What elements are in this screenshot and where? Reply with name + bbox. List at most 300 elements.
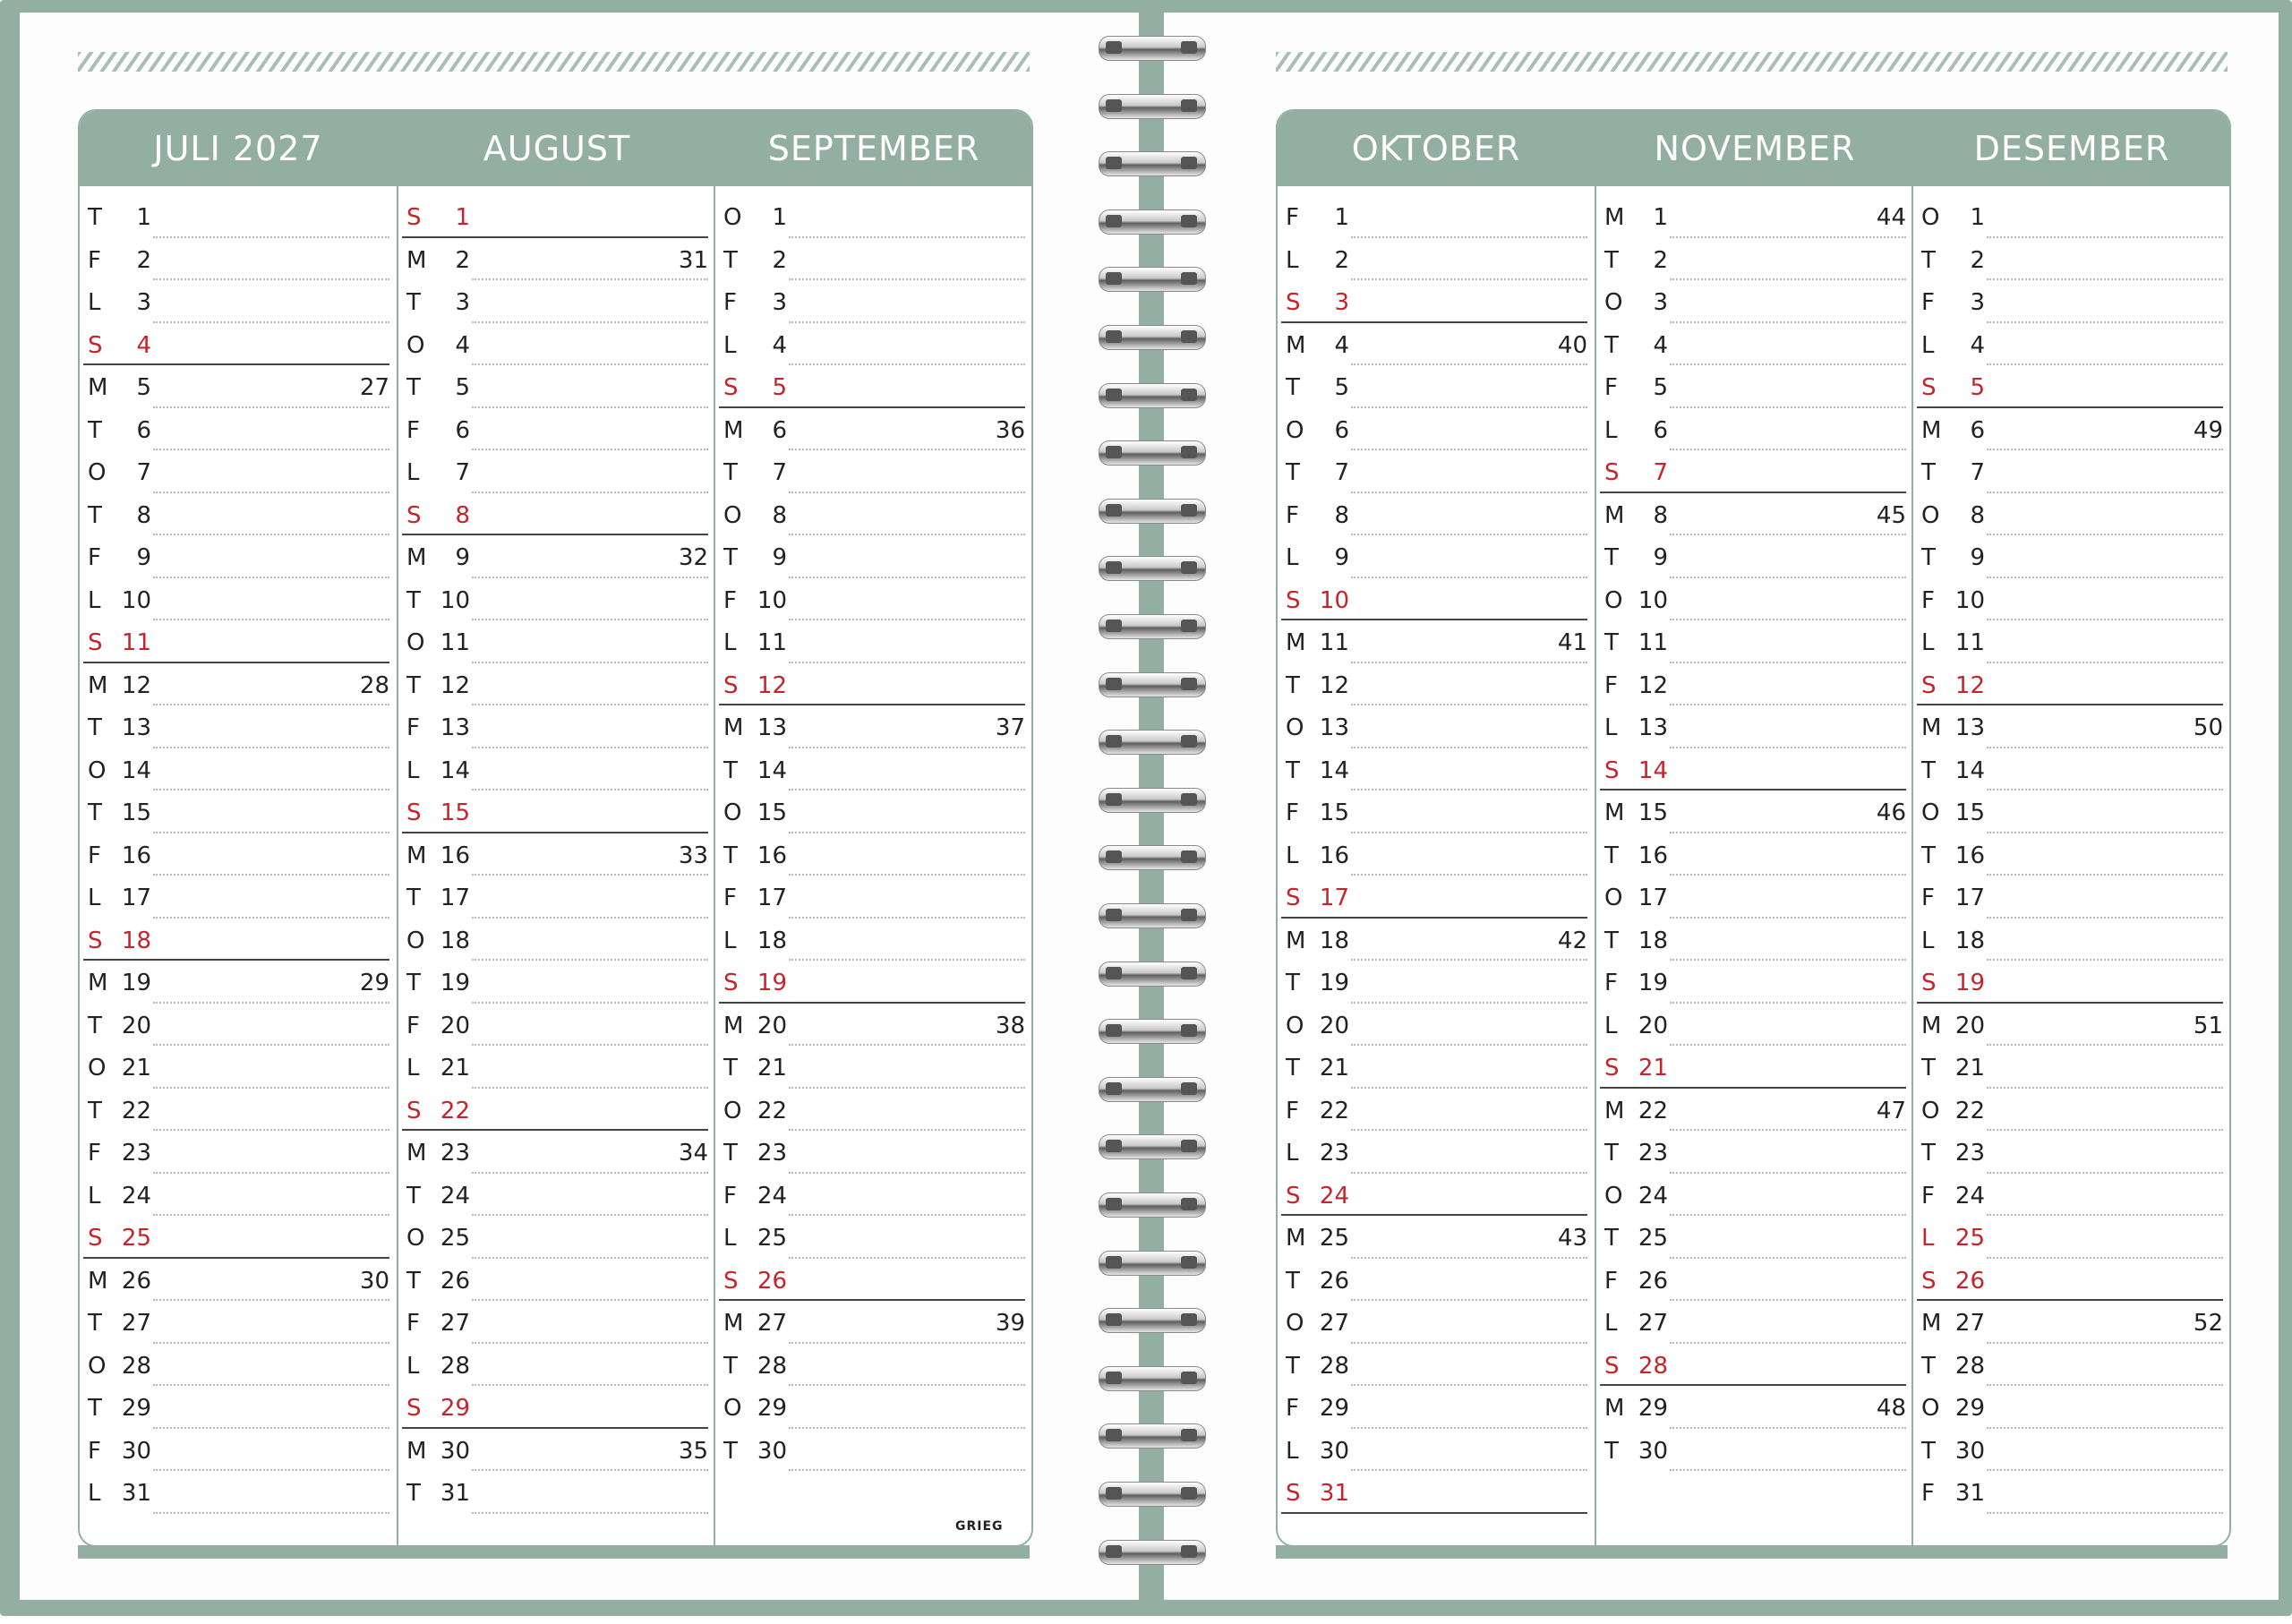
day-row[interactable] (1278, 1301, 1595, 1344)
day-row[interactable] (715, 1174, 1032, 1217)
weekday-letter: S (1286, 885, 1301, 911)
day-row[interactable] (1913, 663, 2230, 706)
day-row[interactable] (398, 323, 715, 366)
weekday-letter: T (1286, 970, 1300, 996)
weekday-letter: F (723, 1182, 737, 1209)
ring-hole (1106, 1545, 1122, 1558)
day-number: 15 (121, 799, 151, 826)
ring-hole (1106, 561, 1122, 574)
day-row[interactable] (1596, 833, 1913, 876)
binding-ring (1099, 1423, 1204, 1447)
day-row[interactable] (715, 1046, 1032, 1089)
day-row[interactable] (80, 1046, 397, 1089)
day-row[interactable] (1913, 1301, 2230, 1344)
day-row[interactable] (1278, 705, 1595, 748)
day-row[interactable] (1596, 748, 1913, 791)
day-row[interactable] (715, 919, 1032, 962)
day-row[interactable] (715, 1301, 1032, 1344)
day-row[interactable] (1596, 705, 1913, 748)
day-number: 3 (1334, 289, 1349, 316)
day-row[interactable] (398, 365, 715, 408)
day-number: 9 (1334, 544, 1349, 571)
day-row[interactable] (398, 1004, 715, 1047)
day-row[interactable] (1596, 663, 1913, 706)
day-row[interactable] (1278, 1344, 1595, 1387)
ring-hole (1106, 99, 1122, 112)
day-row[interactable] (1913, 833, 2230, 876)
day-number: 27 (1319, 1310, 1349, 1337)
day-number: 16 (121, 842, 151, 869)
day-row[interactable] (80, 1131, 397, 1174)
day-number: 24 (1638, 1182, 1668, 1209)
day-row[interactable] (1596, 1301, 1913, 1344)
weekday-letter: M (1604, 204, 1625, 231)
day-row[interactable] (80, 876, 397, 919)
day-number: 10 (440, 586, 470, 614)
day-row[interactable] (80, 663, 397, 706)
day-row[interactable] (80, 1089, 397, 1132)
day-number: 20 (440, 1012, 470, 1039)
day-row[interactable] (80, 450, 397, 493)
day-row[interactable] (1596, 1386, 1913, 1429)
day-row[interactable] (398, 833, 715, 876)
day-number: 25 (1638, 1225, 1668, 1252)
day-number: 11 (1638, 629, 1668, 656)
day-row[interactable] (1913, 195, 2230, 238)
day-row[interactable] (1278, 1131, 1595, 1174)
day-number: 21 (1638, 1055, 1668, 1081)
day-number: 5 (1970, 374, 1985, 401)
day-row[interactable] (1278, 620, 1595, 663)
day-number: 7 (455, 459, 470, 486)
day-row[interactable] (715, 620, 1032, 663)
day-row[interactable] (80, 238, 397, 281)
day-number: 27 (1638, 1310, 1668, 1337)
day-row[interactable] (1278, 833, 1595, 876)
day-number: 25 (121, 1225, 151, 1252)
day-row[interactable] (715, 238, 1032, 281)
day-row[interactable] (80, 919, 397, 962)
day-row[interactable] (1596, 1259, 1913, 1302)
day-row[interactable] (715, 365, 1032, 408)
binding-ring (1099, 672, 1204, 696)
day-row[interactable] (1596, 195, 1913, 238)
day-row[interactable] (1596, 238, 1913, 281)
day-row[interactable] (398, 961, 715, 1004)
weekday-letter: S (406, 1395, 422, 1422)
weekday-letter: O (1921, 204, 1940, 231)
ring-hole (1106, 967, 1122, 979)
day-row[interactable] (1913, 1089, 2230, 1132)
day-row[interactable] (80, 1471, 397, 1514)
day-row[interactable] (1913, 620, 2230, 663)
ring-hole (1106, 330, 1122, 343)
day-row[interactable] (1913, 450, 2230, 493)
weekday-letter: L (88, 1182, 101, 1209)
day-number: 15 (1954, 799, 1985, 826)
day-row[interactable] (1913, 876, 2230, 919)
day-row[interactable] (1596, 919, 1913, 962)
ring-hole (1106, 850, 1122, 863)
day-number: 19 (1638, 970, 1668, 996)
day-row[interactable] (1278, 578, 1595, 621)
day-row[interactable] (715, 1429, 1032, 1472)
day-row[interactable] (715, 663, 1032, 706)
day-row[interactable] (80, 365, 397, 408)
day-number: 2 (1334, 246, 1349, 274)
day-row[interactable] (80, 280, 397, 323)
day-number: 27 (757, 1310, 787, 1337)
day-row[interactable] (398, 1174, 715, 1217)
week-number: 33 (678, 842, 708, 869)
day-row[interactable] (1596, 1216, 1913, 1259)
day-row[interactable] (715, 1344, 1032, 1387)
day-row[interactable] (715, 961, 1032, 1004)
day-row[interactable] (80, 833, 397, 876)
day-row[interactable] (1278, 1429, 1595, 1472)
day-row[interactable] (1278, 1174, 1595, 1217)
day-row[interactable] (80, 323, 397, 366)
day-row[interactable] (80, 1429, 397, 1472)
day-row[interactable] (1913, 1216, 2230, 1259)
month-column (397, 111, 715, 1545)
day-row[interactable] (80, 1386, 397, 1429)
day-row[interactable] (715, 323, 1032, 366)
day-number: 22 (1638, 1097, 1668, 1124)
day-number: 29 (121, 1395, 151, 1422)
day-number: 28 (757, 1352, 787, 1380)
day-row[interactable] (715, 876, 1032, 919)
weekday-letter: O (1604, 289, 1623, 316)
weekday-letter: F (1921, 586, 1935, 614)
day-row[interactable] (715, 1089, 1032, 1132)
day-row[interactable] (80, 1174, 397, 1217)
day-number: 19 (440, 970, 470, 996)
month-header: OKTOBER (1278, 111, 1595, 186)
day-row[interactable] (1596, 408, 1913, 451)
day-row[interactable] (715, 705, 1032, 748)
day-number: 11 (757, 629, 787, 656)
day-row[interactable] (1913, 1174, 2230, 1217)
weekday-letter: T (1286, 671, 1300, 699)
day-row[interactable] (1596, 1174, 1913, 1217)
day-number: 19 (1319, 970, 1349, 996)
day-number: 5 (1334, 374, 1349, 401)
day-row[interactable] (80, 195, 397, 238)
day-row[interactable] (398, 238, 715, 281)
weekday-letter: T (723, 246, 738, 274)
day-row[interactable] (1913, 705, 2230, 748)
day-row[interactable] (398, 620, 715, 663)
day-row[interactable] (1913, 1004, 2230, 1047)
binding-ring (1099, 903, 1204, 927)
day-row[interactable] (398, 1471, 715, 1514)
day-row[interactable] (80, 961, 397, 1004)
day-number: 3 (455, 289, 470, 316)
writing-line (1281, 1512, 1587, 1514)
day-row[interactable] (1913, 1259, 2230, 1302)
day-row[interactable] (1278, 663, 1595, 706)
weekday-letter: O (723, 799, 742, 826)
day-row[interactable] (1913, 238, 2230, 281)
week-number: 39 (995, 1310, 1025, 1337)
day-row[interactable] (1278, 1471, 1595, 1514)
day-row[interactable] (1278, 1259, 1595, 1302)
day-row[interactable] (1278, 1089, 1595, 1132)
day-row[interactable] (1913, 323, 2230, 366)
day-row[interactable] (1913, 578, 2230, 621)
day-number: 16 (757, 842, 787, 869)
day-row[interactable] (1596, 578, 1913, 621)
month-header: JULI 2027 (80, 111, 397, 186)
day-row[interactable] (1278, 238, 1595, 281)
day-row[interactable] (1596, 961, 1913, 1004)
day-row[interactable] (398, 578, 715, 621)
day-row[interactable] (80, 705, 397, 748)
day-row[interactable] (398, 663, 715, 706)
day-row[interactable] (1913, 1344, 2230, 1387)
day-row[interactable] (1278, 323, 1595, 366)
day-row[interactable] (1596, 620, 1913, 663)
day-number: 3 (1970, 289, 1985, 316)
day-row[interactable] (1913, 408, 2230, 451)
month-header: DESEMBER (1913, 111, 2230, 186)
weekday-letter: M (1286, 927, 1306, 954)
day-row[interactable] (1913, 1471, 2230, 1514)
binding-ring (1099, 1308, 1204, 1331)
day-row[interactable] (398, 1386, 715, 1429)
day-row[interactable] (1278, 493, 1595, 536)
day-row[interactable] (1278, 961, 1595, 1004)
day-row[interactable] (1278, 195, 1595, 238)
day-row[interactable] (80, 408, 397, 451)
day-row[interactable] (1596, 450, 1913, 493)
weekday-letter: L (406, 459, 420, 486)
day-row[interactable] (398, 748, 715, 791)
day-number: 3 (772, 289, 787, 316)
day-row[interactable] (715, 578, 1032, 621)
weekday-letter: T (723, 1055, 738, 1081)
day-row[interactable] (715, 833, 1032, 876)
day-row[interactable] (80, 1004, 397, 1047)
day-row[interactable] (1596, 323, 1913, 366)
day-row[interactable] (1278, 450, 1595, 493)
day-row[interactable] (1596, 876, 1913, 919)
day-number: 11 (1954, 629, 1985, 656)
weekday-letter: L (1921, 927, 1935, 954)
day-number: 2 (136, 246, 151, 274)
day-row[interactable] (1278, 280, 1595, 323)
day-row[interactable] (398, 1344, 715, 1387)
day-row[interactable] (715, 1386, 1032, 1429)
week-number: 42 (1557, 927, 1587, 954)
day-row[interactable] (1913, 1429, 2230, 1472)
day-number: 22 (121, 1097, 151, 1124)
day-row[interactable] (80, 535, 397, 578)
weekday-letter: L (1921, 1225, 1935, 1252)
day-row[interactable] (1596, 1046, 1913, 1089)
weekday-letter: M (1286, 629, 1306, 656)
day-row[interactable] (1278, 365, 1595, 408)
day-number: 8 (136, 501, 151, 529)
day-row[interactable] (715, 1259, 1032, 1302)
day-row[interactable] (1596, 493, 1913, 536)
binding-ring (1099, 383, 1204, 406)
day-number: 22 (1319, 1097, 1349, 1124)
day-number: 28 (440, 1352, 470, 1380)
day-row[interactable] (398, 450, 715, 493)
day-number: 12 (1638, 671, 1668, 699)
day-row[interactable] (398, 1089, 715, 1132)
weekday-letter: T (1286, 756, 1300, 784)
week-number: 50 (2193, 714, 2223, 741)
day-number: 25 (757, 1225, 787, 1252)
week-number: 34 (678, 1140, 708, 1167)
day-row[interactable] (398, 535, 715, 578)
day-row[interactable] (715, 1131, 1032, 1174)
day-row[interactable] (80, 1301, 397, 1344)
day-row[interactable] (715, 748, 1032, 791)
day-number: 22 (1954, 1097, 1985, 1124)
weekday-letter: T (1921, 459, 1936, 486)
day-row[interactable] (715, 195, 1032, 238)
day-row[interactable] (1278, 1216, 1595, 1259)
day-row[interactable] (80, 1259, 397, 1302)
day-row[interactable] (1278, 408, 1595, 451)
day-number: 24 (1954, 1182, 1985, 1209)
day-row[interactable] (398, 1429, 715, 1472)
day-row[interactable] (1913, 1131, 2230, 1174)
weekday-letter: O (1286, 416, 1304, 444)
day-row[interactable] (1596, 1429, 1913, 1472)
week-number: 43 (1557, 1225, 1587, 1252)
day-number: 4 (1653, 331, 1668, 359)
day-row[interactable] (80, 1344, 397, 1387)
day-number: 7 (1334, 459, 1349, 486)
day-row[interactable] (1913, 791, 2230, 833)
weekday-letter: F (1604, 970, 1618, 996)
day-number: 17 (757, 885, 787, 911)
day-row[interactable] (715, 280, 1032, 323)
day-row[interactable] (80, 748, 397, 791)
binding-ring (1099, 1134, 1204, 1158)
day-row[interactable] (1913, 748, 2230, 791)
day-row[interactable] (1913, 535, 2230, 578)
day-row[interactable] (1596, 1344, 1913, 1387)
weekday-letter: M (723, 714, 744, 741)
day-number: 29 (1319, 1395, 1349, 1422)
day-row[interactable] (80, 620, 397, 663)
day-row[interactable] (398, 1216, 715, 1259)
day-row[interactable] (1278, 1046, 1595, 1089)
day-row[interactable] (715, 1004, 1032, 1047)
day-row[interactable] (1278, 535, 1595, 578)
day-row[interactable] (1913, 493, 2230, 536)
week-number: 38 (995, 1012, 1025, 1039)
day-row[interactable] (398, 1046, 715, 1089)
day-row[interactable] (1278, 748, 1595, 791)
day-row[interactable] (1913, 919, 2230, 962)
day-row[interactable] (398, 408, 715, 451)
day-row[interactable] (715, 493, 1032, 536)
day-row[interactable] (1596, 535, 1913, 578)
day-row[interactable] (1278, 791, 1595, 833)
day-row[interactable] (1278, 1004, 1595, 1047)
day-number: 3 (1653, 289, 1668, 316)
weekday-letter: L (723, 331, 737, 359)
day-row[interactable] (1278, 1386, 1595, 1429)
day-number: 31 (121, 1480, 151, 1507)
day-row[interactable] (398, 195, 715, 238)
ring-hole (1181, 1313, 1197, 1326)
weekday-letter: T (406, 289, 421, 316)
weekday-letter: T (723, 1140, 738, 1167)
day-row[interactable] (1278, 876, 1595, 919)
ring-hole (1181, 389, 1197, 401)
day-row[interactable] (1913, 961, 2230, 1004)
day-row[interactable] (398, 280, 715, 323)
left-page (20, 13, 1139, 1600)
weekday-letter: M (88, 970, 108, 996)
day-row[interactable] (715, 450, 1032, 493)
day-number: 11 (121, 629, 151, 656)
day-row[interactable] (80, 791, 397, 833)
weekday-letter: O (723, 1097, 742, 1124)
day-row[interactable] (80, 1216, 397, 1259)
weekday-letter: F (1604, 374, 1618, 401)
day-row[interactable] (398, 1301, 715, 1344)
day-row[interactable] (1596, 791, 1913, 833)
day-row[interactable] (1913, 1386, 2230, 1429)
day-row[interactable] (398, 1131, 715, 1174)
day-row[interactable] (1596, 1131, 1913, 1174)
weekday-letter: M (406, 246, 427, 274)
day-row[interactable] (1913, 1046, 2230, 1089)
day-number: 17 (440, 885, 470, 911)
day-row[interactable] (398, 919, 715, 962)
day-row[interactable] (1596, 1089, 1913, 1132)
binding-ring (1099, 151, 1204, 175)
weekday-letter: F (1921, 1182, 1935, 1209)
day-number: 17 (1319, 885, 1349, 911)
day-row[interactable] (715, 535, 1032, 578)
day-row[interactable] (80, 493, 397, 536)
month-column (80, 111, 397, 1545)
weekday-letter: L (1286, 1437, 1299, 1465)
day-row[interactable] (398, 791, 715, 833)
day-row[interactable] (1596, 1004, 1913, 1047)
binding-ring (1099, 209, 1204, 233)
day-row[interactable] (1913, 365, 2230, 408)
day-row[interactable] (1596, 280, 1913, 323)
day-row[interactable] (80, 578, 397, 621)
day-row[interactable] (398, 705, 715, 748)
day-row[interactable] (1913, 280, 2230, 323)
day-row[interactable] (1278, 919, 1595, 962)
day-row[interactable] (715, 1216, 1032, 1259)
day-row[interactable] (398, 876, 715, 919)
week-number: 37 (995, 714, 1025, 741)
day-row[interactable] (398, 493, 715, 536)
day-number: 30 (440, 1437, 470, 1465)
day-row[interactable] (1596, 365, 1913, 408)
weekday-letter: S (1921, 374, 1937, 401)
weekday-letter: F (1604, 1267, 1618, 1295)
day-number: 4 (136, 331, 151, 359)
day-row[interactable] (715, 408, 1032, 451)
day-row[interactable] (398, 1259, 715, 1302)
day-row[interactable] (715, 791, 1032, 833)
